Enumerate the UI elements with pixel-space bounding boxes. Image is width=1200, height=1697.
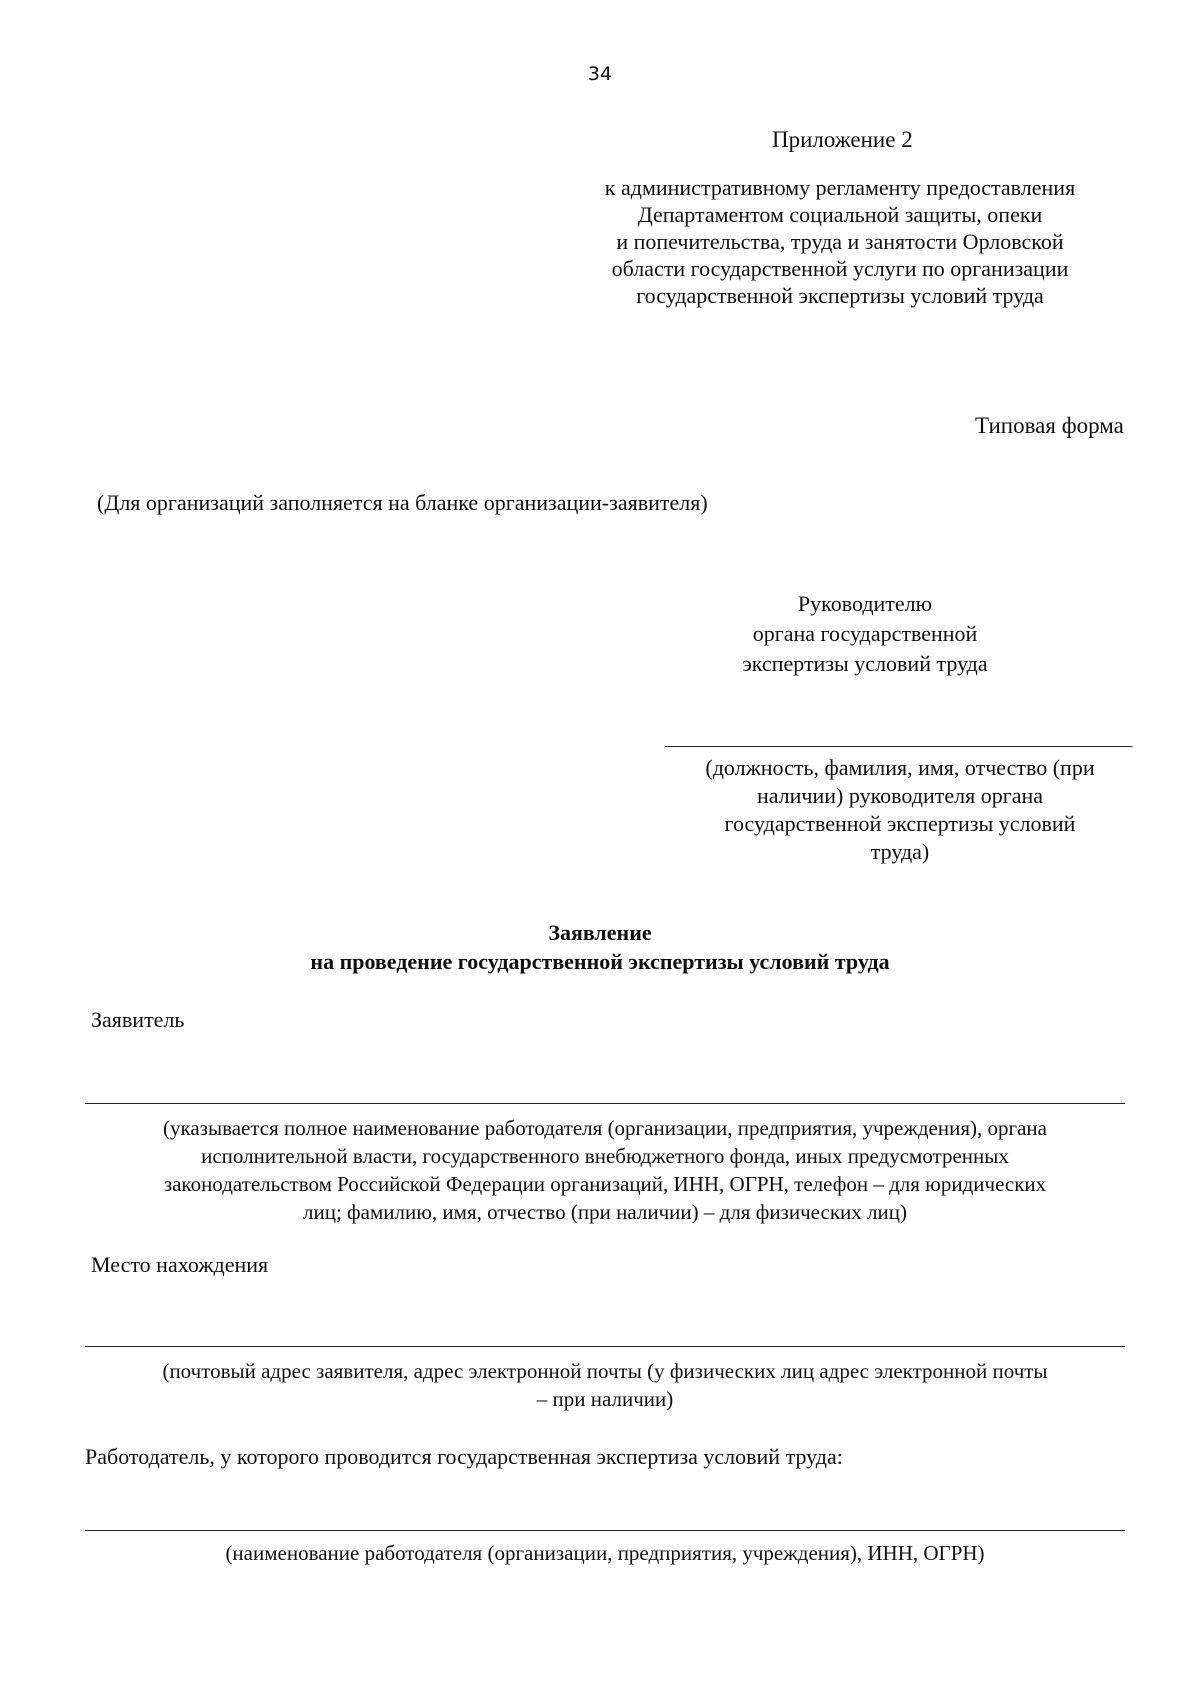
applicant-hint-line-1: (указывается полное наименование работодателя (организации, предприятия, учреждения), органа — [162, 1116, 1047, 1140]
applicant-hint-line-4: лиц; фамилию, имя, отчество (при наличии) – для физических лиц) — [303, 1200, 907, 1224]
appendix-title: Приложение 2 — [772, 127, 913, 152]
form-type: Типовая форма — [975, 413, 1124, 438]
statement-subtitle: на проведение государственной экспертизы условий труда — [310, 949, 890, 974]
page-number: 34 — [587, 63, 613, 85]
applicant-hint-line-2: исполнительной власти, государственного внебюджетного фонда, иных предусмотренных — [201, 1144, 1009, 1168]
location-label: Место нахождения — [91, 1252, 269, 1277]
appendix-line-3: и попечительства, труда и занятости Орловской — [616, 229, 1064, 254]
organization-note: (Для организаций заполняется на бланке организации-заявителя) — [97, 490, 708, 515]
applicant-fill-line — [85, 1103, 1125, 1104]
addressee-line-1: Руководителю — [797, 591, 933, 616]
appendix-line-1: к административному регламенту предоставления — [604, 175, 1076, 200]
addressee-fill-line — [665, 746, 1132, 747]
employer-hint: (наименование работодателя (организации, предприятия, учреждения), ИНН, ОГРН) — [225, 1541, 985, 1565]
location-fill-line — [85, 1346, 1125, 1347]
addressee-line-3: экспертизы условий труда — [742, 651, 988, 676]
location-hint-line-2: – при наличии) — [536, 1387, 674, 1411]
employer-fill-line — [85, 1530, 1125, 1531]
statement-title: Заявление — [548, 920, 652, 945]
applicant-hint-line-3: законодательством Российской Федерации организаций, ИНН, ОГРН, телефон – для юридических — [163, 1172, 1047, 1196]
addressee-hint-line-2: наличии) руководителя органа — [756, 783, 1044, 808]
applicant-label: Заявитель — [91, 1007, 185, 1032]
employer-label: Работодатель, у которого проводится государственная экспертиза условий труда: — [85, 1444, 843, 1469]
appendix-line-2: Департаментом социальной защиты, опеки — [637, 202, 1043, 227]
addressee-hint-line-3: государственной экспертизы условий — [724, 811, 1076, 836]
appendix-line-4: области государственной услуги по организации — [611, 256, 1069, 281]
addressee-hint-line-1: (должность, фамилия, имя, отчество (при — [705, 755, 1095, 780]
addressee-hint-line-4: труда) — [870, 839, 930, 864]
addressee-line-2: органа государственной — [752, 621, 978, 646]
location-hint-line-1: (почтовый адрес заявителя, адрес электронной почты (у физических лиц адрес электронной почты — [162, 1359, 1048, 1383]
appendix-line-5: государственной экспертизы условий труда — [636, 283, 1044, 308]
